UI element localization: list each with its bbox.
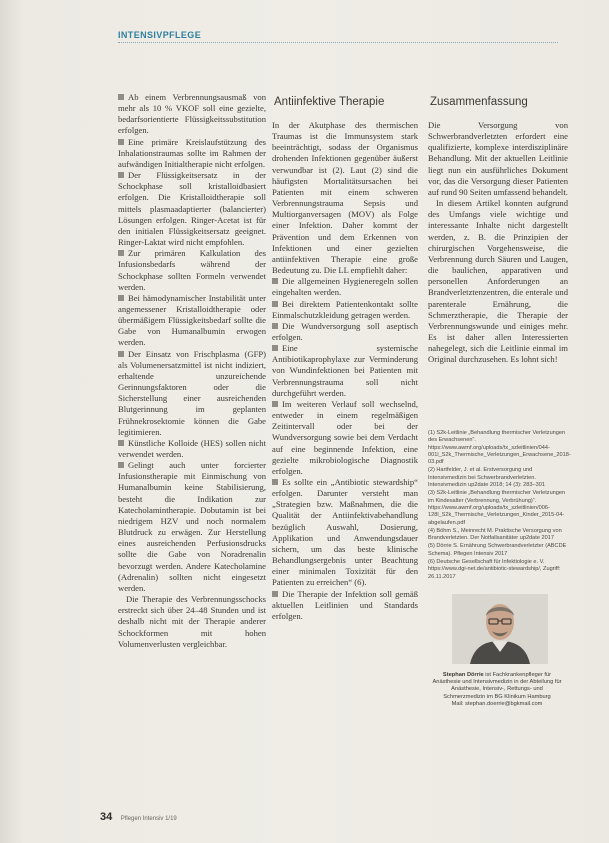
body-paragraph: Die Versorgung von Schwerbrandverletzten erfordert eine qualifizierte, komplexe interdisziplinäre Behandlung. Mit der aktuellen Leitlinie liegt nun ein ausführliches Dokument vor, das die Versorgung dieser Patienten auf rund 90 Seiten umfassend behandelt. [428, 120, 568, 197]
bullet-icon [118, 139, 124, 145]
bullet-icon [272, 401, 278, 407]
section-label: INTENSIVPFLEGE [118, 30, 202, 40]
body-paragraph: Die Therapie des Verbrennungsschocks erstreckt sich über 24–48 Stunden und ist deshalb nicht mit der Therapie anderer Schockformen mit hohen Volumenverlusten vergleichbar. [118, 594, 266, 649]
bullet-paragraph: Die allgemeinen Hygieneregeln sollen eingehalten werden. [272, 276, 418, 298]
bullet-icon [272, 323, 278, 329]
section-divider [118, 42, 558, 43]
page-footer [100, 807, 177, 825]
reference-item: (1) S2k-Leitlinie „Behandlung thermischer Verletzungen des Erwachsenen“. https://www.awmf.org/uploads/tx_szleitlinien/044-001l_S2k_Thermische_Verletzungen_Erwachsene_2018-03.pdf [428, 430, 571, 466]
bullet-icon [118, 94, 124, 100]
column-3 [428, 120, 568, 365]
bullet-icon [118, 250, 124, 256]
bullet-paragraph: Der Einsatz von Frischplasma (GFP) als Volumenersatzmittel ist nicht indiziert, erhaltende unzureichende Gerinnungsfaktoren oder die Sicherstellung einer ausreichenden Blutgerinnung im geplanten Frühnekrosektomie können die Gabe legitimieren. [118, 348, 266, 437]
bullet-icon [272, 479, 278, 485]
bullet-icon [118, 295, 124, 301]
bullet-icon [272, 301, 278, 307]
references-list [428, 430, 571, 582]
bullet-icon [118, 440, 124, 446]
body-paragraph: In diesem Artikel konnten aufgrund des Umfangs viele wichtige und interessante Inhalte nicht dargestellt werden, z. B. die Prinzipien der chirurgischen Vorgehensweise, die Verbrennung durch Säuren und Laugen, die baulichen, apparativen und personellen Anforderungen an Brandverletztenzentren, die enterale und parenterale Ernährung, die Schmerztherapie, die Therapie der Verbrennungswunde und einiges mehr. Es ist daher allen Interessierten nahegelegt, sich die Leitlinie einmal im Original durchzusehen. Es lohnt sich! [428, 198, 568, 365]
bullet-icon [272, 345, 278, 351]
bullet-paragraph: Bei direktem Patientenkontakt sollte Einmalschutzkleidung getragen werden. [272, 298, 418, 320]
author-caption [430, 672, 564, 708]
author-name: Stephan Dörrie [442, 672, 484, 678]
reference-item: (4) Böhm S., Meinrecht M. Praktische Versorgung von Brandverletzten. Der Notfallsanitäter up2date 2017 [428, 527, 562, 542]
bullet-icon [118, 462, 124, 468]
reference-item: (2) Hartfelder, J. et al. Erstversorgung und Intensivmedizin bei Schwerbrandverletzten. Intensivmedizin up2date 2018; 14 (3): 283–301 [428, 467, 545, 489]
author-description: ist Fachkrankenpfleger für Anästhesie und Intensivmedizin in der Abteilung für Anästhesie, Intensiv-, Rettungs- und Schmerzmedizin im BG Klinikum Hamburg [432, 672, 562, 700]
bullet-paragraph: Zur primären Kalkulation des Infusionsbedarfs während der Schockphase sollten Formeln verwendet werden. [118, 248, 266, 292]
reference-item: (5) Dörrie S. Ernährung Schwerbrandverletzter (ABCDE Schema). Pflegen Intensiv 2017 [428, 543, 567, 557]
bullet-paragraph: Eine systemische Antibiotikaprophylaxe zur Verminderung von Wundinfektionen bei Patienten mit Verbrennungstrauma soll nicht durchgeführt werden. [272, 343, 418, 398]
reference-item: (6) Deutsche Gesellschaft für Infektiologie e. V. https://www.dgi-net.de/antibiotic-stewardship/, Zugriff: 26.11.2017 [428, 559, 561, 580]
heading-antiinfektive-therapie: Antiinfektive Therapie [274, 96, 385, 108]
bullet-paragraph: Künstliche Kolloide (HES) sollen nicht verwendet werden. [118, 437, 266, 459]
magazine-name: Pflegen Intensiv 1/19 [120, 816, 177, 822]
bullet-paragraph: Im weiteren Verlauf soll wechselnd, entweder in einem regelmäßigen Zeitintervall oder bei der Wundversorgung sowie bei dem Verdacht auf eine beginnende Infektion, eine gezielte mikrobiologische Diagnostik erfolgen. [272, 398, 418, 476]
column-2 [272, 120, 418, 622]
bullet-paragraph: Die Therapie der Infektion soll gemäß aktuellen Leitlinien und Standards erfolgen. [272, 588, 418, 621]
bullet-icon [272, 591, 278, 597]
bullet-paragraph: Eine primäre Kreislaufstützung des Inhalationstraumas sollte im Rahmen der aufwändigen Initialtherapie nicht erfolgen. [118, 136, 266, 169]
bullet-paragraph: Die Wundversorgung soll aseptisch erfolgen. [272, 320, 418, 342]
author-mail: Mail: stephan.doerrie@bgkmail.com [451, 700, 543, 707]
bullet-paragraph: Gelingt auch unter forcierter Infusionstherapie mit Einmischung von Humanalbumin keine Stabilisierung, besteht die Indikation zur Katecholamintherapie. Dobutamin ist bei niedrigem HZV und noch normalem Blutdruck zu erwägen. Zur Herstellung eines ausreichenden Perfusionsdrucks sollte die Gabe von Noradrenalin bevorzugt werden. Andere Katecholamine (Adrenalin) sollten nicht eingesetzt werden. [118, 460, 266, 593]
author-photo [452, 594, 548, 664]
bullet-icon [118, 351, 124, 357]
page-number: 34 [100, 811, 113, 823]
reference-item: (3) S2k-Leitlinie „Behandlung thermischer Verletzungen im Kindesalter (Verbrennung, Verbrühung)“. https://www.awmf.org/uploads/tx_szleitlinien/006-128l_S2k_Thermische_Verletzungen_Kinder_2015-04-abgelaufen.pdf [428, 490, 566, 526]
column-1 [118, 92, 266, 650]
author-portrait-image [452, 594, 548, 664]
bullet-paragraph: Bei hämodynamischer Instabilität unter angemessener Kristalloidtherapie oder übermäßigem Flüssigkeitsbedarf sollte die Gabe von Humanalbumin erwogen werden. [118, 292, 266, 348]
bullet-icon [118, 172, 124, 178]
bullet-paragraph: Ab einem Verbrennungsausmaß von mehr als 10 % VKOF soll eine gezielte, bedarfsorientierte Flüssigkeitssubstitution erfolgen. [118, 92, 266, 136]
body-paragraph: In der Akutphase des thermischen Traumas ist die Immunsystem stark beeinträchtigt, sodass der Organismus drohenden Infektionen gegenüber äußerst verwundbar ist (2). Laut (2) sind die häufigsten Mortalitätsursachen bei Patienten mit einem schweren Verbrennungstrauma Sepsis und Multiorganversagen (MOV) als Folge einer Infektion. Daher kommt der Prävention und dem Erkennen von Infektionen und einer gezielten antiinfektiven Therapie eine große Bedeutung zu. Die LL empfiehlt daher: [272, 120, 418, 276]
heading-zusammenfassung: Zusammenfassung [430, 96, 528, 108]
bullet-icon [272, 278, 278, 284]
bullet-paragraph: Es sollte ein „Antibiotic stewardship“ erfolgen. Darunter versteht man „Strategien bzw. Maßnahmen, die die Qualität der Antiinfektivabehandlung bezüglich Auswahl, Dosierung, Applikation und Anwendungsdauer sichern, um das beste klinische Behandlungsergebnis unter Beachtung einer minimalen Toxizität für den Patienten zu erreichen“ (6). [272, 477, 418, 588]
bullet-paragraph: Der Flüssigkeitsersatz in der Schockphase soll kristalloidbasiert erfolgen. Die Kristalloidtherapie soll mittels plasmaadaptierter (balancierter) Lösungen erfolgen. Ringer-Acetat ist für den initialen Flüssigkeitsersatz geeignet. Ringer-Laktat wird nicht empfohlen. [118, 170, 266, 248]
